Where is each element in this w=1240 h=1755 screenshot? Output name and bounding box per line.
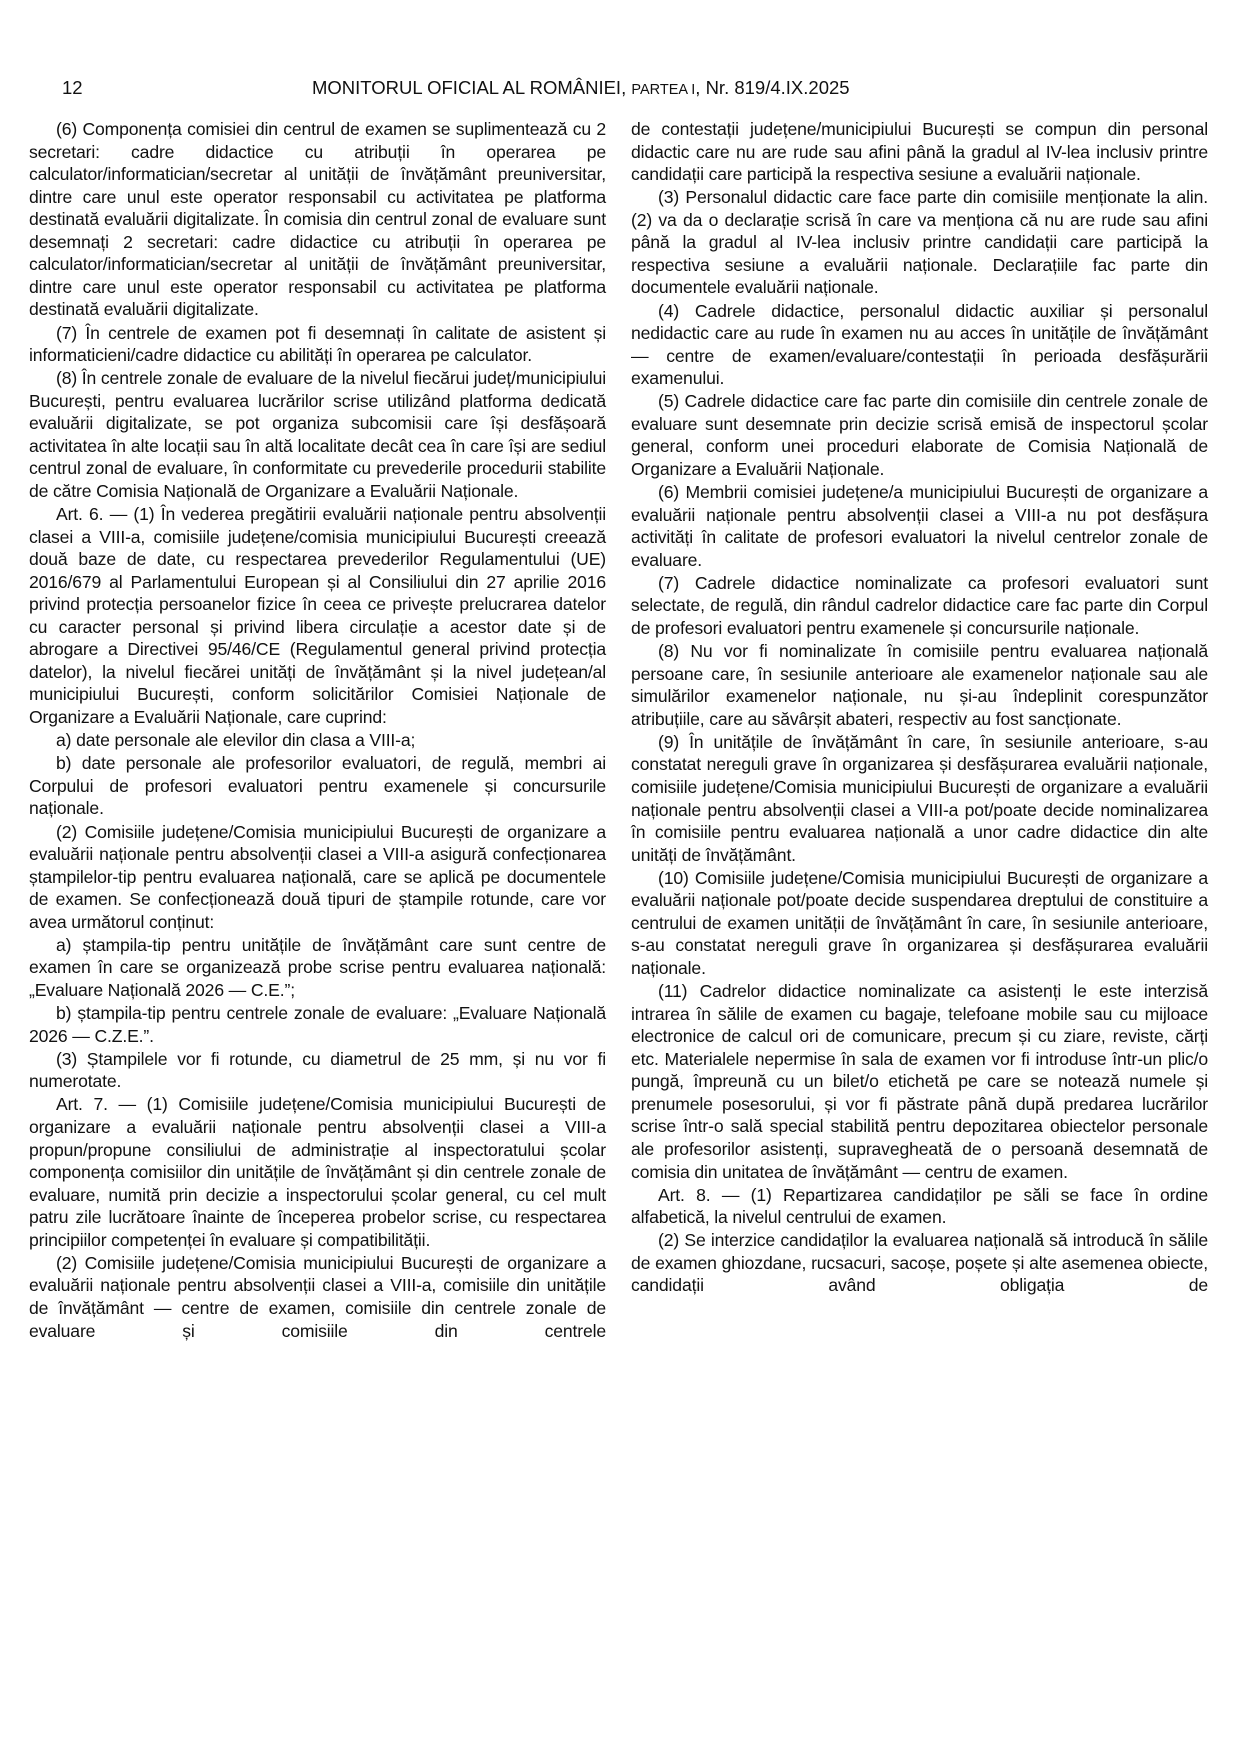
paragraph-art8-1: Art. 8. — (1) Repartizarea candidaților pe săli se face în ordine alfabetică, la nivelul centrului de examen. bbox=[631, 1184, 1208, 1228]
page-header bbox=[62, 76, 1200, 100]
paragraph-art7-2: (2) Comisiile județene/Comisia municipiului București de organizare a evaluării naționale pentru absolvenții clasei a VIII-a, comisiile din unitățile de învățământ — centre de examen, comisiile din centrele zonale de evaluare și comisiile din centrele bbox=[29, 1252, 606, 1341]
paragraph-art6-3: (3) Ștampilele vor fi rotunde, cu diametrul de 25 mm, și nu vor fi numerotate. bbox=[29, 1048, 606, 1092]
paragraph-art7-7: (7) Cadrele didactice nominalizate ca profesori evaluatori sunt selectate, de regulă, din rândul cadrelor didactice care fac parte din Corpul de profesori evaluatori pentru examenele și concursurile naționale. bbox=[631, 572, 1208, 638]
paragraph-art6-2: (2) Comisiile județene/Comisia municipiului București de organizare a evaluării naționale pentru absolvenții clasei a VIII-a asigură confecționarea ștampilelor-tip pentru evaluarea națională, care se aplică pe documentele de examen. Se confecționează două tipuri de ștampile rotunde, care vor avea următorul conținut: bbox=[29, 821, 606, 932]
paragraph-art8-2: (2) Se interzice candidaților la evaluarea națională să introducă în sălile de examen ghiozdane, rucsacuri, sacoșe, poșete și alte asemenea obiecte, candidații având obligația de bbox=[631, 1230, 1208, 1296]
paragraph-art7-1: Art. 7. — (1) Comisiile județene/Comisia municipiului București de organizare a evaluării naționale pentru absolvenții clasei a VIII-a propun/propune consiliului de administrație al inspectoratului școlar componența comisiilor din unitățile de învățământ și din centrele zonale de evaluare, numită prin decizie a inspectorului școlar general, cu cel mult patru zile lucrătoare înainte de începerea probelor scrise, cu respectarea principiilor competenței în evaluare și compatibilității. bbox=[29, 1094, 606, 1250]
paragraph-art6-1-a: a) date personale ale elevilor din clasa a VIII-a; bbox=[56, 730, 416, 751]
paragraph-art7-9: (9) În unitățile de învățământ în care, în sesiunile anterioare, s-au constatat nereguli grave în organizarea și desfășurarea evaluării naționale, comisiile județene/Comisia municipiului București de organizare a evaluării naționale pentru absolvenții clasei a VIII-a pot/poate decide nominalizarea în comisiile pentru evaluarea națională a unor cadre didactice din alte unități de învățământ. bbox=[631, 731, 1208, 865]
paragraph-art7-8: (8) Nu vor fi nominalizate în comisiile pentru evaluarea națională persoane care, în sesiunile anterioare ale examenelor naționale sau ale simulărilor examenelor naționale, nu și-au îndeplinit corespunzător atribuțiile, care au săvârșit abateri, respectiv au fost sancționate. bbox=[631, 641, 1208, 729]
paragraph-art7-3: (3) Personalul didactic care face parte din comisiile menționate la alin. (2) va da o declarație scrisă în care va menționa că nu are rude sau afini până la gradul al IV-lea inclusiv printre candidații care participă la respectiva sesiune a evaluării naționale. Declarațiile fac parte din documentele evaluării naționale. bbox=[631, 187, 1208, 298]
right-column bbox=[631, 118, 1208, 1298]
paragraph-art6-1-b: b) date personale ale profesorilor evaluatori, de regulă, membri ai Corpului de profesori evaluatori pentru examenele și concursurile naționale. bbox=[29, 753, 606, 819]
paragraph-art7-4: (4) Cadrele didactice, personalul didactic auxiliar și personalul nedidactic care au rude în examen nu au acces în unitățile de învățământ — centre de examen/evaluare/contestații în perioada desfășurării examenului. bbox=[631, 300, 1208, 389]
paragraph-art7-2-continued: de contestații județene/municipiului București se compun din personal didactic care nu are rude sau afini până la gradul al IV-lea inclusiv printre candidații care participă la respectiva sesiune a evaluării naționale. bbox=[631, 119, 1208, 185]
paragraph-art7-10: (10) Comisiile județene/Comisia municipiului București de organizare a evaluării naționale pot/poate decide suspendarea dreptului de constituire a centrului de examen unității de învățământ în care, în sesiunile anterioare, s-au constatat nereguli grave în organizarea și desfășurarea evaluării naționale. bbox=[631, 867, 1208, 978]
publication-issue: , Nr. 819/4.IX.2025 bbox=[695, 77, 850, 98]
paragraph-art7-5: (5) Cadrele didactice care fac parte din comisiile din centrele zonale de evaluare sunt desemnate prin decizie scrisă emisă de inspectorul școlar general, conform unei proceduri elaborate de Comisia Națională de Organizare a Evaluării Naționale. bbox=[631, 391, 1208, 479]
publication-part: PARTEA I bbox=[631, 82, 696, 98]
paragraph-art6-2-b: b) ștampila-tip pentru centrele zonale de evaluare: „Evaluare Națională 2026 — C.Z.E.”. bbox=[29, 1003, 606, 1046]
left-column bbox=[29, 118, 606, 1343]
page-number: 12 bbox=[62, 77, 83, 98]
paragraph-art7-6: (6) Membrii comisiei județene/a municipiului București de organizare a evaluării naționale pentru absolvenții clasei a VIII-a nu pot desfășura activități în calitate de profesori evaluatori la nivelul centrelor zonale de evaluare. bbox=[631, 482, 1208, 570]
paragraph-art5-7: (7) În centrele de examen pot fi desemnați în calitate de asistent și informaticieni/cadre didactice cu abilități în operarea pe calculator. bbox=[29, 322, 606, 366]
paragraph-art5-8: (8) În centrele zonale de evaluare de la nivelul fiecărui județ/municipiului București, pentru evaluarea lucrărilor scrise utilizând platforma dedicată evaluării digitalizate, se pot organiza subcomisii care își desfășoară activitatea în alte locații sau în altă localitate decât cea în care își are sediul centrul zonal de evaluare, în conformitate cu prevederile procedurii stabilite de către Comisia Națională de Organizare a Evaluării Naționale. bbox=[29, 368, 606, 501]
paragraph-art6-2-a: a) ștampila-tip pentru unitățile de învățământ care sunt centre de examen în care se organizează probe scrise pentru evaluarea națională: „Evaluare Națională 2026 — C.E.”; bbox=[29, 934, 606, 1000]
paragraph-art6-1: Art. 6. — (1) În vederea pregătirii evaluării naționale pentru absolvenții clasei a VIII-a, comisiile județene/comisia municipiului București creează două baze de date, cu respectarea prevederilor Regulamentului (UE) 2016/679 al Parlamentului European și al Consiliului din 27 aprilie 2016 privind protecția persoanelor fizice în ceea ce privește prelucrarea datelor cu caracter personal și privind libera circulație a acestor date și de abrogare a Directivei 95/46/CE (Regulamentul general privind protecția datelor), la nivelul fiecărei unități de învățământ și la nivel județean/al municipiului București, conform solicitărilor Comisiei Naționale de Organizare a Evaluării Naționale, care cuprind: bbox=[29, 504, 606, 727]
publication-name: MONITORUL OFICIAL AL ROMÂNIEI, bbox=[312, 77, 632, 98]
publication-title bbox=[312, 76, 850, 102]
paragraph-art7-11: (11) Cadrelor didactice nominalizate ca asistenți le este interzisă intrarea în sălile de examen cu bagaje, telefoane mobile sau cu mijloace electronice de calcul ori de comunicare, precum și cu ziare, reviste, cărți etc. Materialele nepermise în sala de examen vor fi introduse într-un plic/o pungă, împreună cu un bilet/o etichetă pe care se notează numele și prenumele posesorului, și vor fi păstrate până după predarea lucrărilor scrise într-o sală special stabilită pentru depozitarea obiectelor personale ale profesorilor asistenți, supravegheată de o persoană desemnată de comisia din unitatea de învățământ — centru de examen. bbox=[631, 981, 1208, 1182]
paragraph-art5-6: (6) Componența comisiei din centrul de examen se suplimentează cu 2 secretari: cadre didactice cu atribuții în operarea pe calculator/informatician/secretar al unității de învățământ preuniversitar, dintre care unul este operator responsabil cu activitatea pe platforma destinată evaluării digitalizate. În comisia din centrul zonal de evaluare sunt desemnați 2 secretari: cadre didactice cu atribuții în operarea pe calculator/informatician/secretar al unității de învățământ preuniversitar, dintre care unul este operator responsabil cu activitatea pe platforma destinată evaluării digitalizate. bbox=[29, 119, 606, 320]
